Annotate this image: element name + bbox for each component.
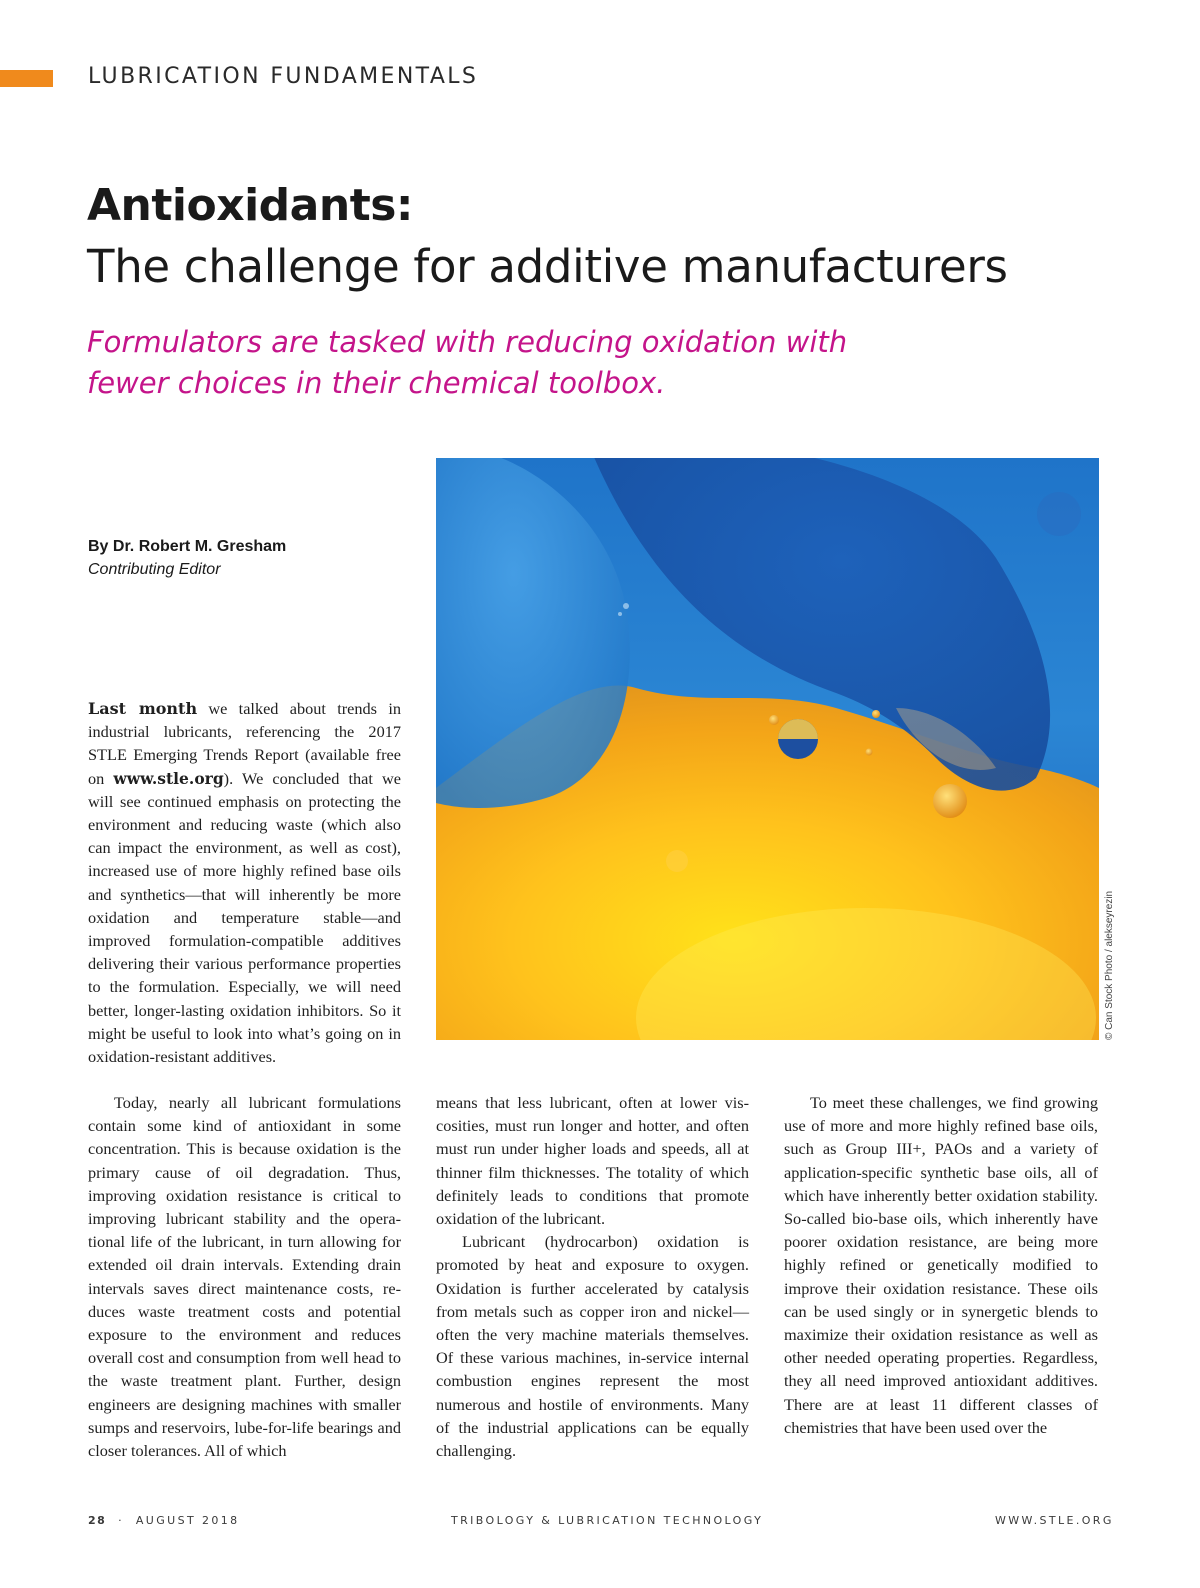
paragraph: means that less lubricant, often at lower viscosities, must run longer and hotter, and often must run under higher loads and speeds, all at thinner film thicknesses. The totality of which definitely leads to conditions that promote oxidation of the lubricant. — [436, 1093, 749, 1229]
website-link[interactable]: www.stle.org — [113, 768, 224, 788]
byline-author: By Dr. Robert M. Gresham — [88, 538, 287, 555]
body-column-1-bottom — [88, 1091, 401, 1462]
section-label: LUBRICATION FUNDAMENTALS — [88, 64, 479, 89]
paragraph: To meet these challenges, we find growing use of more and more highly refined base oils, such as Group III+, PAOs and a variety of application-specific synthetic base oils, all of which have inherently better oxidation stability. So-called bio-base oils, which inherently have poorer oxidation resistance, are being more highly refined or genetically modified to improve their oxidation resistance. These oils can be used singly or in synergetic blends to maximize their oxidation resistance as well as other needed operating properties. Regardless, they all need improved antioxidant additives. There are at least 11 different classes of chemistries that have been used over the — [784, 1093, 1098, 1437]
paragraph: Today, nearly all lubricant formulations contain some kind of antioxidant in some concentration. This is because oxidation is the primary cause of oil degradation. Thus, improving oxidation resistance is critical to improving lubricant stability and the operational life of the lubricant, in turn allowing for extended oil drain intervals. Extending drain intervals saves direct maintenance costs, reduces waste treatment costs and potential exposure to the environment and reduces overall cost and consumption from well head to the waste treatment plant. Further, design engineers are designing machines with smaller sumps and reservoirs, lube-for-life bearings and closer tolerances. All of which — [88, 1093, 401, 1461]
article-subtitle: Formulators are tasked with reducing oxidation with fewer choices in their chemical toolbox. — [87, 325, 848, 400]
photo-credit: © Can Stock Photo / alekseyrezin — [1104, 890, 1115, 1040]
issue-date: AUGUST 2018 — [135, 1514, 240, 1527]
article-title-bold: Antioxidants: — [87, 180, 414, 231]
article-title: The challenge for additive manufacturers — [87, 240, 1008, 293]
body-column-2 — [436, 1091, 749, 1462]
body-column-3 — [784, 1091, 1098, 1439]
oil-bubbles-photo — [436, 458, 1099, 1040]
page-number: 28 — [88, 1514, 107, 1527]
footer-publication: TRIBOLOGY & LUBRICATION TECHNOLOGY — [451, 1514, 764, 1527]
hero-image — [436, 458, 1099, 1040]
paragraph: Lubricant (hydrocarbon) oxidation is promoted by heat and exposure to oxygen. Oxidation is further accelerated by catalysis from metals such as copper iron and nickel—often the very machine materials themselves. Of these various machines, in-service internal combustion engines represent the most numerous and hostile of environments. Many of the industrial applications can be equally challenging. — [436, 1232, 749, 1461]
footer-page-info — [88, 1514, 240, 1527]
lead-in: Last month — [88, 699, 198, 718]
paragraph-text: we talked about trends in industrial lubricants, referencing the 2017 STLE Emerging Trends Report (available free on — [88, 699, 401, 788]
byline-role: Contributing Editor — [88, 561, 221, 578]
section-accent-bar — [0, 70, 53, 87]
body-column-1-top — [88, 697, 401, 1068]
footer-separator: · — [118, 1514, 125, 1527]
paragraph-text: ). We concluded that we will see continued emphasis on protecting the environment and reducing waste (which also can impact the environment, as well as cost), increased use of more highly refined base oils and synthetics—that will inherently be more oxidation and temperature stable—and improved formulation-compatible additives delivering their various performance properties to the formulation. Especially, we will need better, longer-lasting oxidation inhibitors. So it might be useful to look into what’s going on in oxidation-resistant additives. — [88, 768, 401, 1067]
footer-website: WWW.STLE.ORG — [995, 1514, 1114, 1527]
